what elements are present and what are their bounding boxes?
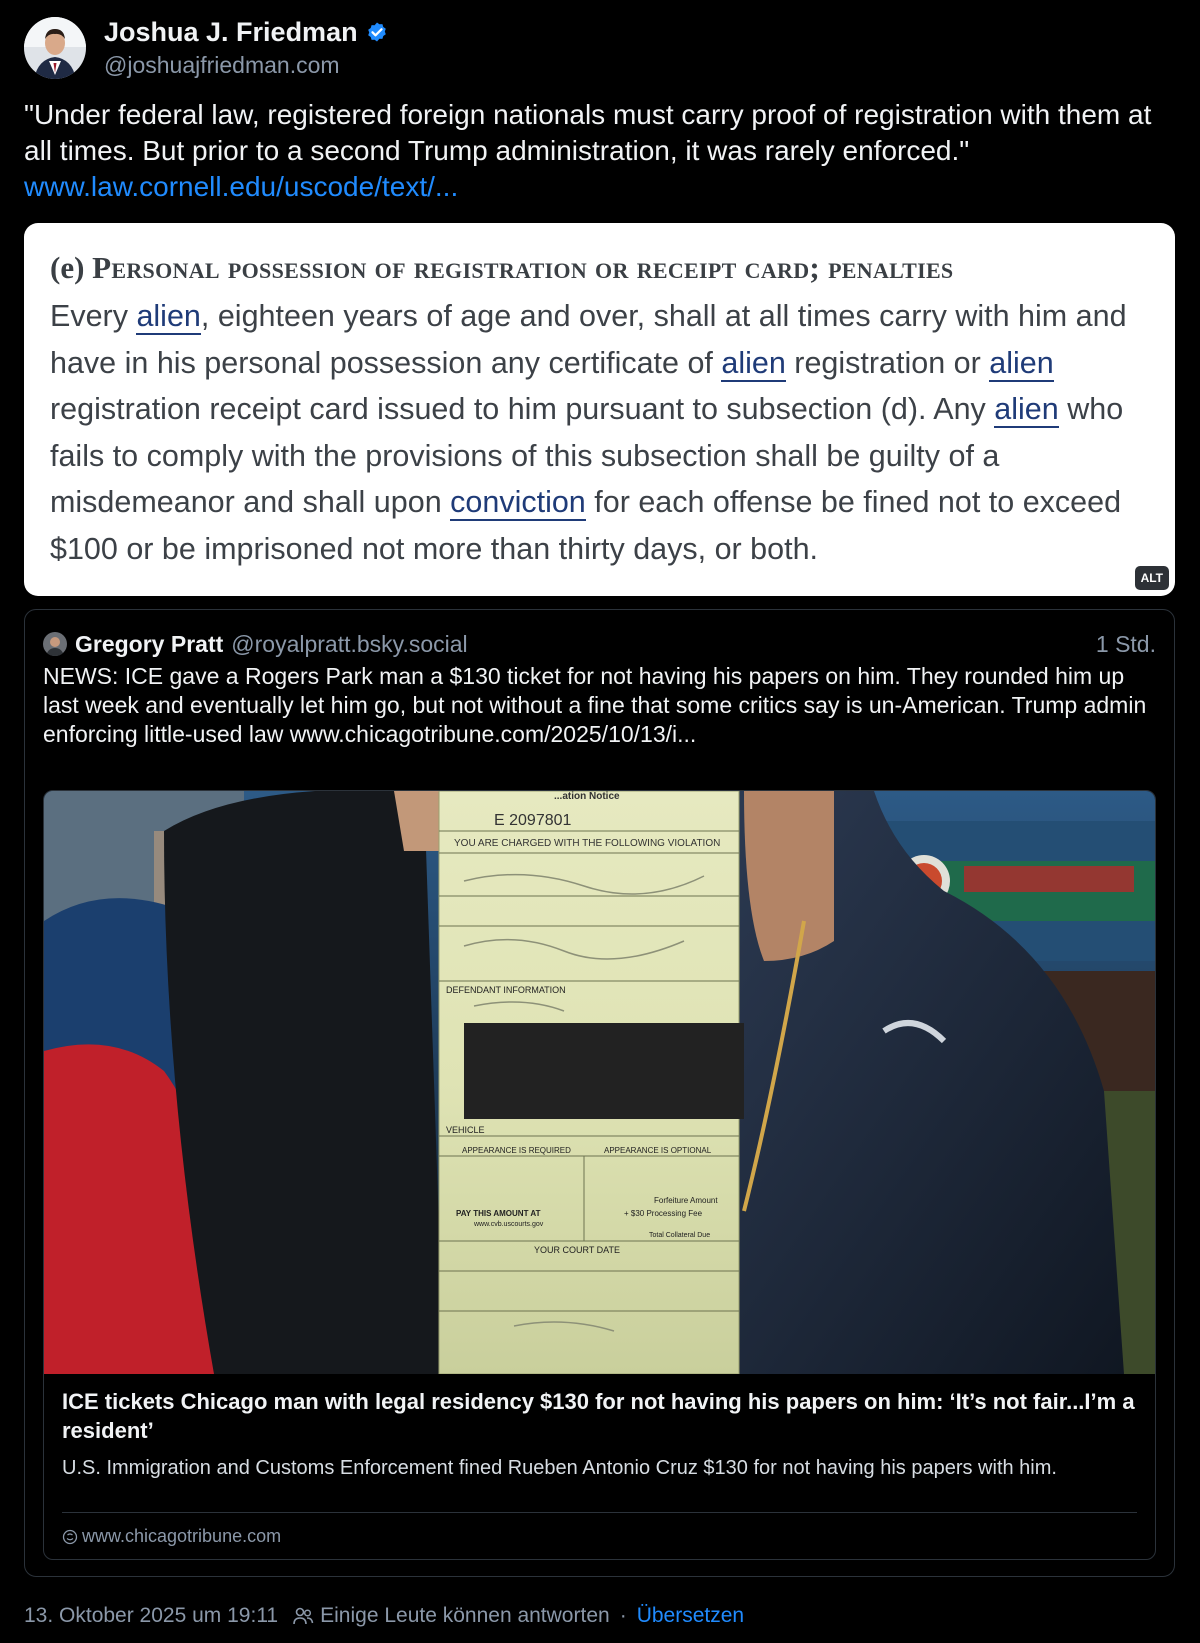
author-handle[interactable]: @joshuajfriedman.com [104, 52, 340, 78]
law-term-link[interactable]: alien [989, 345, 1054, 380]
post-text [24, 97, 1174, 205]
law-term-link[interactable]: alien [136, 299, 201, 333]
link-card-title[interactable]: ICE tickets Chicago man with legal residency $130 for not having his papers on him: ‘It’s not fair...I’m a resident’ [62, 1389, 1135, 1443]
post-timestamp[interactable]: 13. Oktober 2025 um 19:11 [24, 1604, 279, 1627]
post-link[interactable]: www.law.cornell.edu/uscode/text/... [24, 171, 459, 202]
alt-badge[interactable]: ALT [1135, 566, 1169, 590]
translate-link[interactable]: Übersetzen [636, 1604, 745, 1627]
ticket-number: E 2097801 [494, 812, 572, 829]
ticket-court-date: YOUR COURT DATE [534, 1245, 621, 1255]
ticket-vehicle: VEHICLE [446, 1125, 485, 1135]
ticket-charged: YOU ARE CHARGED WITH THE FOLLOWING VIOLATION [454, 838, 721, 849]
law-text-segment: Every [50, 299, 137, 333]
author-display-name[interactable]: Joshua J. Friedman [104, 17, 358, 47]
law-text-segment: who fails to comply with the provisions of this subsection shall be guilty of a misdemeanor and shall upon [50, 392, 1124, 519]
quoted-author-handle[interactable]: @royalpratt.bsky.social [231, 630, 468, 657]
people-icon [292, 1605, 314, 1627]
footer-separator: · [619, 1604, 627, 1627]
quoted-author-avatar[interactable] [43, 632, 67, 656]
law-term-link[interactable]: alien [994, 392, 1059, 426]
post-body: "Under federal law, registered foreign nationals must carry proof of registration with them at all times. But prior to a second Trump administration, it was rarely enforced." [24, 99, 1152, 166]
ticket-total: Total Collateral Due [649, 1232, 711, 1239]
ticket-defendant: DEFENDANT INFORMATION [446, 985, 566, 995]
author-avatar[interactable] [24, 17, 86, 79]
ticket-forfeiture: Forfeiture Amount [654, 1196, 718, 1205]
ticket-pay: PAY THIS AMOUNT AT [456, 1209, 541, 1218]
law-body [50, 293, 1150, 572]
ticket-appearance-required: APPEARANCE IS REQUIRED [462, 1146, 571, 1155]
reply-setting[interactable]: Einige Leute können antworten [320, 1604, 610, 1627]
quoted-author-name[interactable]: Gregory Pratt [75, 630, 224, 657]
link-card-domain[interactable] [62, 1526, 281, 1547]
ticket-notice: ...ation Notice [554, 791, 620, 802]
post-footer [24, 1604, 744, 1628]
quoted-post-header [43, 630, 1156, 658]
quoted-post[interactable] [24, 609, 1175, 1577]
law-marker: (e) [50, 250, 85, 285]
link-card-domain-text: www.chicagotribune.com [82, 1526, 282, 1546]
ticket-site: www.cvb.uscourts.gov [474, 1221, 544, 1228]
law-text-segment: for each offense be fined not to exceed $100 or be imprisoned not more than thirty days, or both. [50, 485, 1122, 566]
law-heading-text: Personal possession of registration or receipt card; penalties [92, 250, 954, 285]
law-text-segment: , eighteen years of age and over, shall at all times carry with him and have in his personal possession any certificate of [50, 299, 1127, 380]
post-header [24, 16, 389, 80]
link-card[interactable] [43, 790, 1156, 1560]
link-card-divider [62, 1512, 1137, 1513]
law-text-segment: registration or [785, 345, 990, 380]
quoted-post-time[interactable]: 1 Std. [1095, 630, 1156, 657]
post-image-law-text[interactable] [24, 223, 1175, 596]
link-card-description: U.S. Immigration and Customs Enforcement fined Rueben Antonio Cruz $130 for not having his papers with him. [62, 1457, 1057, 1479]
article-photo [44, 791, 1156, 1374]
ticket-appearance-optional: APPEARANCE IS OPTIONAL [604, 1146, 712, 1155]
law-text-segment: registration receipt card issued to him pursuant to subsection (d). Any [50, 392, 995, 426]
ticket-fee: + $30 Processing Fee [624, 1209, 703, 1218]
law-term-link[interactable]: conviction [450, 485, 586, 519]
law-term-link[interactable]: alien [721, 345, 786, 380]
law-heading [50, 250, 953, 286]
globe-icon [62, 1529, 78, 1545]
quoted-post-text: NEWS: ICE gave a Rogers Park man a $130 ticket for not having his papers on him. They rounded him up last week and eventually let him go, but not without a fine that some critics say is un-American. Trump admin enforcing little-used law www.chicagotribune.com/2025/10/13/i... [43, 663, 1147, 747]
verified-check-icon[interactable] [365, 21, 389, 45]
